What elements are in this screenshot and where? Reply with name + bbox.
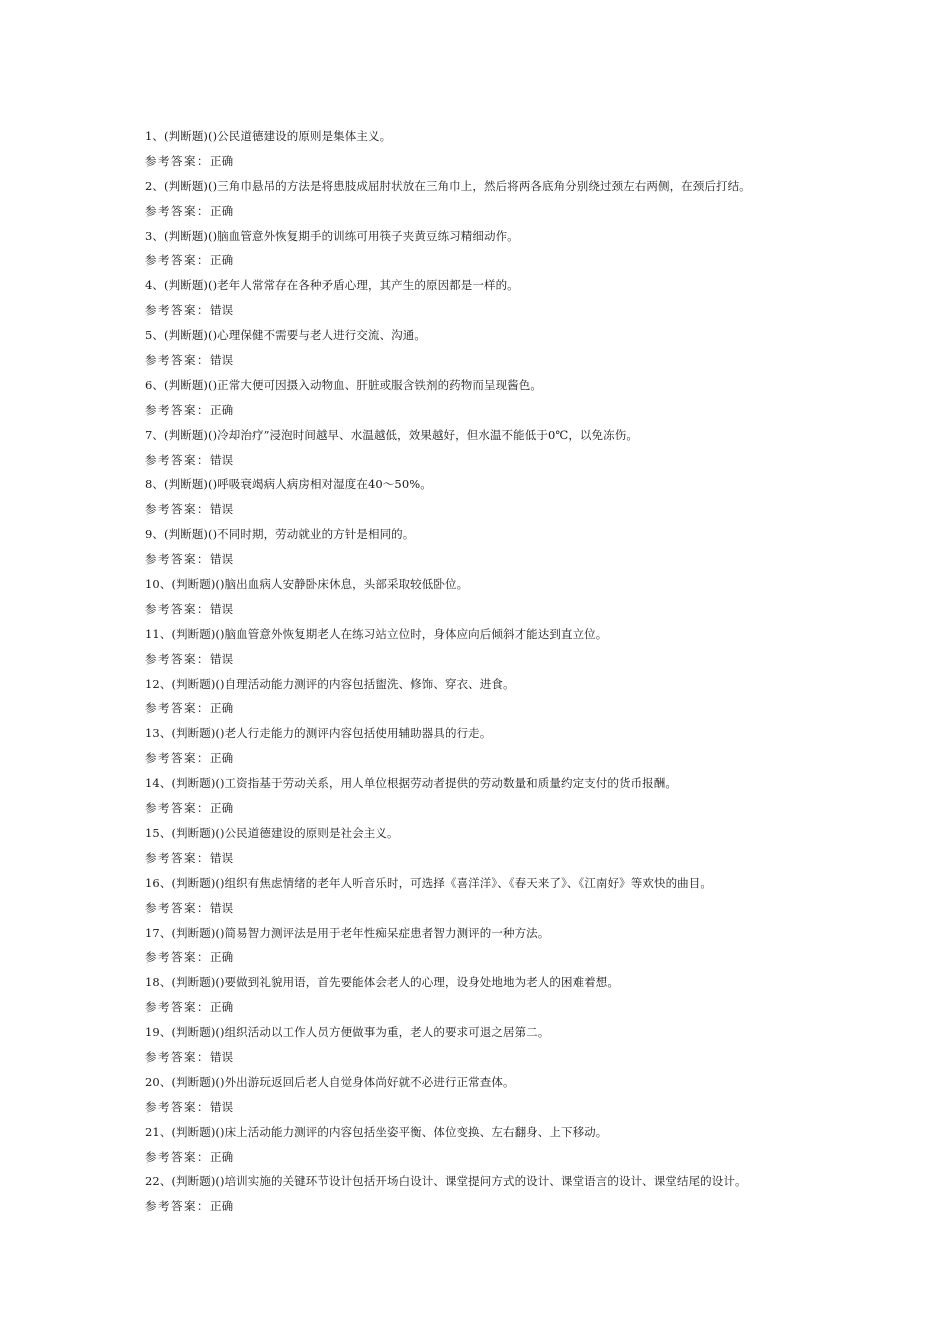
question-number: 11、: [145, 626, 172, 641]
question-item: [145, 622, 845, 672]
question-statement: (判断题)()脑出血病人安静卧床休息，头部采取较低卧位。: [171, 577, 469, 592]
question-item: [145, 1120, 845, 1170]
question-item: [145, 273, 845, 323]
answer-label: 参考答案：: [145, 303, 210, 318]
question-item: [145, 1070, 845, 1120]
question-number: 10、: [145, 577, 172, 592]
answer-value: 错误: [210, 353, 234, 368]
question-number: 17、: [145, 925, 172, 940]
question-number: 18、: [145, 975, 172, 990]
question-number: 9、: [145, 527, 165, 542]
answer-label: 参考答案：: [145, 452, 210, 467]
answer-value: 正确: [210, 701, 234, 716]
answer-value: 错误: [210, 850, 234, 865]
question-text: [145, 771, 845, 796]
question-text: [145, 522, 845, 547]
question-number: 19、: [145, 1025, 172, 1040]
question-statement: (判断题)()自理活动能力测评的内容包括盥洗、修饰、穿衣、进食。: [171, 676, 515, 691]
question-item: [145, 1020, 845, 1070]
question-statement: (判断题)()培训实施的关键环节设计包括开场白设计、课堂提问方式的设计、课堂语言的设计、课堂结尾的设计。: [171, 1174, 747, 1189]
question-number: 8、: [145, 477, 165, 492]
question-text: [145, 1070, 845, 1095]
answer-line: [145, 597, 845, 622]
answer-value: 错误: [210, 1099, 234, 1114]
answer-label: 参考答案：: [145, 601, 210, 616]
question-text: [145, 124, 845, 149]
answer-label: 参考答案：: [145, 1149, 210, 1164]
question-number: 22、: [145, 1174, 172, 1189]
question-text: [145, 821, 845, 846]
question-number: 7、: [145, 427, 165, 442]
question-statement: (判断题)()冷却治疗”浸泡时间越早、水温越低，效果越好，但水温不能低于0℃，以免冻伤。: [164, 427, 638, 442]
answer-value: 错误: [210, 601, 234, 616]
answer-line: [145, 846, 845, 871]
answer-line: [145, 497, 845, 522]
answer-value: 错误: [210, 900, 234, 915]
question-text: [145, 572, 845, 597]
answer-line: [145, 149, 845, 174]
answer-value: 错误: [210, 651, 234, 666]
answer-line: [145, 298, 845, 323]
question-item: [145, 871, 845, 921]
answer-label: 参考答案：: [145, 651, 210, 666]
question-statement: (判断题)()外出游玩返回后老人自觉身体尚好就不必进行正常查体。: [171, 1074, 515, 1089]
question-text: [145, 1020, 845, 1045]
question-item: [145, 672, 845, 722]
answer-label: 参考答案：: [145, 701, 210, 716]
answer-line: [145, 398, 845, 423]
question-statement: (判断题)()呼吸衰竭病人病房相对湿度在40～50%。: [164, 477, 432, 492]
question-text: [145, 1120, 845, 1145]
question-text: [145, 174, 845, 199]
answer-value: 正确: [210, 801, 234, 816]
question-statement: (判断题)()简易智力测评法是用于老年性痴呆症患者智力测评的一种方法。: [171, 925, 550, 940]
question-number: 13、: [145, 726, 172, 741]
answer-value: 错误: [210, 502, 234, 517]
question-item: [145, 124, 845, 174]
question-text: [145, 871, 845, 896]
answer-label: 参考答案：: [145, 950, 210, 965]
question-statement: (判断题)()老年人常常存在各种矛盾心理，其产生的原因都是一样的。: [164, 278, 519, 293]
question-text: [145, 373, 845, 398]
answer-label: 参考答案：: [145, 900, 210, 915]
answer-label: 参考答案：: [145, 253, 210, 268]
question-statement: (判断题)()脑血管意外恢复期手的训练可用筷子夹黄豆练习精细动作。: [164, 228, 519, 243]
answer-label: 参考答案：: [145, 153, 210, 168]
question-text: [145, 224, 845, 249]
question-number: 16、: [145, 875, 172, 890]
answer-line: [145, 945, 845, 970]
answer-label: 参考答案：: [145, 1000, 210, 1015]
answer-value: 正确: [210, 253, 234, 268]
answer-line: [145, 647, 845, 672]
answer-label: 参考答案：: [145, 353, 210, 368]
question-item: [145, 572, 845, 622]
answer-line: [145, 448, 845, 473]
question-statement: (判断题)()公民道德建设的原则是社会主义。: [171, 825, 399, 840]
question-item: [145, 921, 845, 971]
answer-line: [145, 1194, 845, 1219]
question-number: 1、: [145, 129, 165, 143]
answer-value: 正确: [210, 203, 234, 218]
question-number: 14、: [145, 776, 172, 791]
question-statement: (判断题)()三角巾悬吊的方法是将患肢成屈肘状放在三角巾上，然后将两各底角分别绕过颈左右两侧，在颈后打结。: [164, 178, 751, 193]
question-number: 5、: [145, 328, 165, 343]
question-text: [145, 970, 845, 995]
answer-value: 正确: [210, 153, 234, 168]
question-number: 20、: [145, 1074, 172, 1089]
question-item: [145, 522, 845, 572]
answer-line: [145, 1095, 845, 1120]
question-number: 6、: [145, 377, 165, 392]
question-text: [145, 323, 845, 348]
question-statement: (判断题)()不同时期，劳动就业的方针是相同的。: [164, 527, 415, 542]
question-statement: (判断题)()要做到礼貌用语，首先要能体会老人的心理，设身处地地为老人的困难着想。: [171, 975, 619, 990]
question-statement: (判断题)()床上活动能力测评的内容包括坐姿平衡、体位变换、左右翻身、上下移动。: [171, 1124, 608, 1139]
question-item: [145, 472, 845, 522]
answer-label: 参考答案：: [145, 203, 210, 218]
answer-label: 参考答案：: [145, 502, 210, 517]
question-text: [145, 921, 845, 946]
answer-line: [145, 248, 845, 273]
question-number: 21、: [145, 1124, 172, 1139]
question-statement: (判断题)()心理保健不需要与老人进行交流、沟通。: [164, 328, 426, 343]
answer-label: 参考答案：: [145, 402, 210, 417]
question-statement: (判断题)()组织活动以工作人员方便做事为重，老人的要求可退之居第二。: [171, 1025, 550, 1040]
answer-label: 参考答案：: [145, 1199, 210, 1214]
question-number: 4、: [145, 278, 165, 293]
answer-value: 正确: [210, 1199, 234, 1214]
question-item: [145, 721, 845, 771]
question-statement: (判断题)()脑血管意外恢复期老人在练习站立位时，身体应向后倾斜才能达到直立位。: [171, 626, 608, 641]
answer-line: [145, 547, 845, 572]
question-text: [145, 423, 845, 448]
question-text: [145, 1169, 845, 1194]
answer-line: [145, 746, 845, 771]
question-statement: (判断题)()老人行走能力的测评内容包括使用辅助器具的行走。: [171, 726, 492, 741]
answer-line: [145, 1145, 845, 1170]
answer-value: 错误: [210, 303, 234, 318]
question-item: [145, 224, 845, 274]
question-number: 2、: [145, 178, 165, 193]
answer-line: [145, 796, 845, 821]
question-text: [145, 672, 845, 697]
answer-label: 参考答案：: [145, 801, 210, 816]
question-item: [145, 174, 845, 224]
answer-value: 错误: [210, 452, 234, 467]
answer-line: [145, 199, 845, 224]
answer-line: [145, 348, 845, 373]
question-item: [145, 970, 845, 1020]
question-number: 15、: [145, 825, 172, 840]
answer-label: 参考答案：: [145, 1049, 210, 1064]
question-item: [145, 821, 845, 871]
answer-value: 错误: [210, 1049, 234, 1064]
answer-value: 正确: [210, 1149, 234, 1164]
question-item: [145, 373, 845, 423]
question-text: [145, 622, 845, 647]
question-text: [145, 472, 845, 497]
question-item: [145, 771, 845, 821]
question-text: [145, 273, 845, 298]
question-statement: (判断题)()正常大便可因摄入动物血、肝脏或服含铁剂的药物而呈现酱色。: [164, 377, 542, 392]
answer-value: 正确: [210, 1000, 234, 1015]
answer-label: 参考答案：: [145, 850, 210, 865]
answer-line: [145, 995, 845, 1020]
answer-value: 错误: [210, 552, 234, 567]
question-item: [145, 323, 845, 373]
question-item: [145, 1169, 845, 1219]
answer-label: 参考答案：: [145, 751, 210, 766]
question-text: [145, 721, 845, 746]
answer-line: [145, 896, 845, 921]
question-list: [145, 124, 845, 1219]
answer-line: [145, 696, 845, 721]
answer-label: 参考答案：: [145, 1099, 210, 1114]
answer-label: 参考答案：: [145, 552, 210, 567]
question-item: [145, 423, 845, 473]
question-statement: (判断题)()组织有焦虑情绪的老年人听音乐时，可选择《喜洋洋》、《春天来了》、《江南好》等欢快的曲目。: [171, 875, 712, 890]
question-number: 12、: [145, 676, 172, 691]
answer-line: [145, 1045, 845, 1070]
answer-value: 正确: [210, 751, 234, 766]
question-statement: (判断题)()工资指基于劳动关系，用人单位根据劳动者提供的劳动数量和质量约定支付的货币报酬。: [171, 776, 677, 791]
answer-value: 正确: [210, 402, 234, 417]
answer-value: 正确: [210, 950, 234, 965]
question-statement: (判断题)()公民道德建设的原则是集体主义。: [164, 129, 392, 143]
question-number: 3、: [145, 228, 165, 243]
